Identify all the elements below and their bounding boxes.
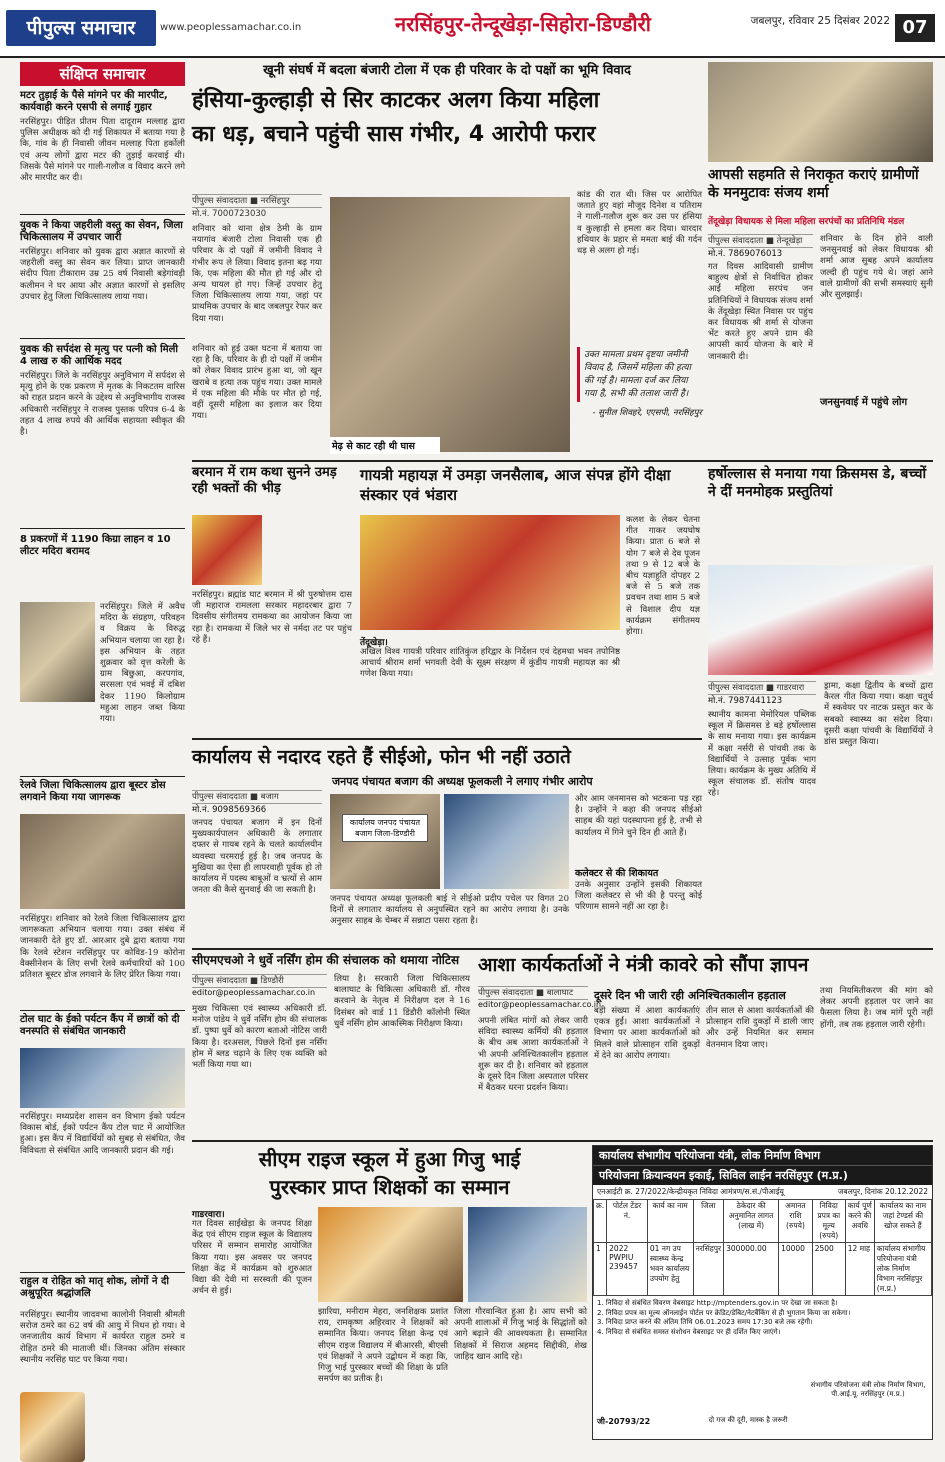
nursing-home-headline[interactable]: सीएमएचओ ने धुर्वे नर्सिंग होम की संचालक को थमाया नोटिस — [192, 953, 460, 967]
brief-item — [20, 780, 185, 810]
office-signboard: कार्यालय जनपद पंचायत बजाग जिला-डिण्डौरी — [342, 814, 428, 842]
table-header: ठेकेदार की अनुमानित लागत (लाख में) — [724, 1200, 779, 1243]
brief-item — [20, 534, 185, 564]
page-regions-title: नरसिंहपुर-तेन्दूखेड़ा-सिहोरा-डिण्डौरी — [395, 12, 651, 36]
edition-date: जबलपुर, रविवार 25 दिसंबर 2022 — [750, 15, 890, 27]
asha-body-3: तीन साल से आशा कार्यकर्ताओं की प्रोत्साहन राशि दुकड़ों में डाली जाए और उन्हें नियमित कर समान वेतनमान दिया जाए। — [706, 1006, 814, 1050]
table-header: क्र. — [594, 1200, 607, 1243]
mla-headline[interactable]: आपसी सहमति से निराकृत कराएं ग्रामीणों के मनमुटावः संजय शर्मा — [708, 167, 919, 201]
mla-body-2: शनिवार के दिन होने वाली जनसुनवाई को लेकर विधायक श्री शर्मा आज सुबह अपने कार्यालय जल्दी ही पहुंच गये थे। जहां आने वाले ग्रामीणों की सभी समस्याएं सुनी और सुलझाईं। — [820, 234, 933, 301]
gayatri-body: अखिल विश्व गायत्री परिवार शांतिकुंज हरिद्वार के निर्देशन एवं देहमधा भवन तपोनिष्ठ आचार्य श्रीराम शर्मा भगवती देवी के सूक्ष्म संरक्षण में कुंडीय गायत्री महायज्ञ का श्री गणेश किया गया। — [360, 647, 620, 680]
ceo-subhead-2: कलेक्टर से की शिकायत — [575, 868, 659, 879]
table-header: कार्य पूर्ण करने की अवधि — [845, 1200, 874, 1243]
asha-body: अपनी लंबित मांगों को लेकर जारी संविदा स्वास्थ्य कर्मियों की हड़ताल के बीच अब आशा कार्यकर्ताओं ने भी अपनी अनिश्चितकालीन हड़ताल शुरू कर दी है। शनिवार को हड़ताल के दूसरे दिन जिला अस्पताल परिसर में बैठकर धरना प्रदर्शन किया। — [478, 1016, 588, 1094]
ceo-byline: पीपुल्स संवाददाता ■ बजाग — [192, 790, 322, 804]
asha-subhead: दूसरे दिन भी जारी रही अनिश्चितकालीन हड़ताल — [594, 989, 786, 1002]
tender-note: 2. निविदा प्रपत्र का मूल्य ऑनलाईन पोर्टल पर क्रेडिट/डेबिट/नेटबैंकिंग से ही भुगतान किया जा सकेगा। — [597, 1308, 851, 1317]
pwd-tender-notice — [592, 1145, 933, 1440]
obituary-portrait-photo — [20, 1392, 85, 1462]
tender-date: जबलपुर, दिनांक 20.12.2022 — [837, 1187, 928, 1196]
tender-reference: एनआईटी क्र. 27/2022/केन्द्रीयकृत निविदा आमंत्रण/स.सं./पीआईयू — [597, 1187, 784, 1196]
table-cell: 12 माह — [845, 1243, 874, 1296]
mla-byline: पीपुल्स संवाददाता ■ तेन्दूखेड़ा — [708, 234, 813, 248]
teacher-award-photo-1 — [318, 1207, 463, 1302]
lead-story — [192, 62, 702, 457]
gayatri-dateline: तेंदूखेड़ा। — [360, 638, 388, 648]
asha-email[interactable]: editor@peoplessamachar.co.in — [478, 1000, 602, 1009]
brief-headline[interactable]: मटर तुड़ाई के पैसे मांगने पर की मारपीट, कार्यवाही करने एसपी से लगाई गुहार — [20, 90, 168, 113]
nursing-home-body-2: लिया है। सरकारी जिला चिकित्सालय बालाघाट के चिकित्सा अधिकारी डॉ. गौरव करवाने के नेतृत्व में निरीक्षण दल ने 16 दिसंबर को वार्ड 11 डिंडौरी कॉलोनी स्थित धुर्वे नर्सिंग होम आकस्मिक निरीक्षण किया। — [334, 974, 470, 1029]
brief-headline[interactable]: राहुल व रोहित को मातृ शोक, लोगों ने दी अश्रुपूरित श्रद्धांजलि — [20, 1276, 169, 1299]
brief-body: नरसिंहपुर। स्थानीय जादवभा कालोनी निवासी श्रीमती सरोज ठमरे का 62 वर्ष की आयु में निधन हो गया। वे जनजातीय कार्य विभाग में कार्यरत राहुल ठमरे व रोहित ठमरे की माताजी थीं। जिनका अंतिम संस्कार स्थानीय नरसिंह घाट पर किया गया। — [20, 1310, 185, 1365]
gayatri-body-2: कलश के लेकर चेतना गीत गाकर जयघोष किया। प्रातः 6 बजे से योग 7 बजे से देव पूजन तथा 9 से 12 बजे के बीच यज्ञाहुति दोपहर 2 बजे से 5 बजे तक प्रवचन तथा शाम 5 बजे से विशाल दीप यज्ञ कार्यक्रम संगीतमय होगा। — [626, 515, 700, 638]
lead-kicker[interactable]: खूनी संघर्ष में बदला बंजारी टोला में एक ही परिवार के दो पक्षों का भूमि विवाद — [263, 63, 631, 78]
asha-body-2: बड़ी संख्या में आशा कार्यकर्ताएं एकत्र हुईं। आशा कार्यकर्ताओं ने विभाग पर आशा कार्यकर्ताओं को मिलने वाले प्रोत्साहन राशि दुकड़ों में देने का आरोप लगाया। — [594, 1006, 700, 1061]
ceo-subhead: जनपद पंचायत बजाग की अध्यक्ष फूलकली ने लगाए गंभीर आरोप — [332, 775, 593, 788]
brief-headline[interactable]: युवक ने किया जहरीली वस्तु का सेवन, जिला चिकित्सालय में उपचार जारी — [20, 220, 183, 243]
brief-body: नरसिंहपुर। पीड़ित प्रीतम पिता दादूराम मल्लाह द्वारा पुलिस अधीक्षक को दी गई शिकायत में बताया गया है कि, गांव के ही निवासी जीवन मल्लाह पिता हर्कोली एवं अन्य लोगों द्वारा मटर की तुड़ाई करवाई थी। जिसके पैसे मांगने पर गाली-गलौज व विवाद करने लगे और मारपीट कर दी। — [20, 117, 185, 184]
tender-code: जी-20793/22 — [597, 1417, 651, 1426]
brief-item — [20, 220, 185, 335]
liquor-seizure-photo — [20, 602, 95, 702]
lead-headline-line1[interactable]: हंसिया-कुल्हाड़ी से सिर काटकर अलग किया महिला — [192, 88, 600, 113]
table-cell: 1 — [594, 1243, 607, 1296]
lead-victim-photo — [330, 197, 570, 452]
tender-table — [593, 1199, 932, 1296]
christmas-phone: मो.नं. 7987441123 — [708, 696, 783, 706]
brief-news-header: संक्षिप्त समाचार — [20, 62, 185, 86]
ceo-story — [192, 744, 702, 944]
table-cell: 300000.00 — [724, 1243, 779, 1296]
lead-body-1: शनिवार को थाना क्षेत्र ठेमी के ग्राम नयागांव बंजारी टोला निवासी एक ही परिवार के दो पक्षों में जमीनी विवाद ने गंभीर रूप ले लिया। विवाद इतना बढ़ गया कि, एक महिला की मौत हो गई और दो अन्य घायल हो गए। जिन्हें उपचार हेतु जिला चिकित्सालय लाया गया, जहां पर प्राथमिक उपचार के बाद जबलपुर रेफर कर दिया गया। — [192, 224, 322, 324]
table-cell: 01 नग उप स्वास्थ्य केन्द्र भवन कार्यालय उपयोग हेतु — [647, 1243, 693, 1296]
nursing-home-byline: पीपुल्स संवाददाता ■ डिण्डौरी — [192, 974, 327, 988]
section-divider — [192, 948, 933, 950]
brief-headline[interactable]: रेलवे जिला चिकित्सालय द्वारा बूस्टर डोस लगवाने किया गया जागरूक — [20, 780, 166, 803]
brief-item — [20, 344, 185, 494]
section-divider — [192, 1140, 933, 1142]
tender-note[interactable]: 1. निविदा से संबंधित विवरण वेबसाइट http://mptenders.gov.in पर देखा जा सकता है। — [597, 1299, 838, 1307]
asha-body-4: तथा नियमितीकरण की मांग को लेकर अपनी हड़ताल पर जाने का फैसला लिया है। जब मांगें पूरी नहीं होंगी, तब तक हड़ताल जारी रहेगी। — [820, 986, 933, 1030]
asha-byline: पीपुल्स संवाददाता ■ बालाघाट — [478, 986, 588, 1000]
mla-story — [708, 62, 933, 457]
newspaper-logo[interactable]: पीपुल्स समाचार — [6, 10, 156, 46]
website-url[interactable]: www.peoplessamachar.co.in — [160, 22, 302, 33]
lead-body-2: शनिवार को हुई उक्त घटना में बताया जा रहा है कि, परिवार के ही दो पक्षों में जमीन को लेकर विवाद प्रारंभ हुआ था, जो खून खराबे व हत्या तक पहुंच गया। उक्त मामले में एक महिला की मौके पर मौत हो गई, वहीं दूसरी महिला का इलाज कर दिया गया। — [192, 344, 322, 422]
christmas-children-photo — [708, 565, 933, 675]
asha-story — [478, 952, 933, 1137]
brief-body: नरसिंहपुर। शनिवार को युवक द्वारा अज्ञात कारणों से जहरीली वस्तु का सेवन कर लिया। प्राप्त जानकारी संदीप पिता टीकाराम उम्र 25 वर्ष निवासी बड़ेगांवड़ी कलीमन ने घर आया और अज्ञात कारणों से इसलिए उपचार हेतु जिला चिकित्सालय लाया गया। — [20, 247, 185, 302]
gayatri-story — [360, 465, 700, 735]
school-headline-line1[interactable]: सीएम राइज स्कूल में हुआ गिजु भाई — [258, 1147, 521, 1171]
table-header: जिला — [693, 1200, 724, 1243]
eco-tourism-camp-photo — [20, 1048, 185, 1108]
table-cell: 2500 — [812, 1243, 845, 1296]
brief-news-column — [20, 62, 185, 1442]
school-body-2: झारिया, मनीराम मेहरा, जनशिक्षक प्रशांत राय, रामकृष्ण अहिरवार ने शिक्षकों को सम्मानित किया। जनपद शिक्षा केन्द्र एवं सीएम राइज विद्यालय में बीआरसी, बीएसी एवं शिक्षकों ने अपने उद्बोधन में कहा कि, गिजु भाई पुरस्कार बच्चों की शिक्षा के प्रति समर्पण का प्रतीक है। — [318, 1307, 448, 1385]
lead-phone: मो.नं. 7000723030 — [192, 209, 267, 219]
tender-note: 4. निविदा से संबंधित समस्त संशोधन वेबसाइट पर ही दर्शित किए जाएंगे। — [597, 1327, 781, 1336]
asha-headline[interactable]: आशा कार्यकर्ताओं ने मंत्री कावरे को सौंपा ज्ञापन — [478, 954, 809, 976]
divider — [20, 1010, 185, 1011]
brief-headline[interactable]: 8 प्रकरणों में 1190 किग्रा लाहन व 10 लीटर मदिरा बरामद — [20, 534, 171, 557]
teacher-award-photo-2 — [468, 1207, 587, 1302]
divider — [20, 214, 185, 215]
mla-body: गत दिवस आदिवासी ग्रामीण बाहुल्य क्षेत्रों से निर्वाचित होकर आईं महिला सरपंच जन प्रतिनिधियों ने विधायक संजय शर्मा के तेंदूखेड़ा स्थित निवास पर पहुंच कर विधायक श्री शर्मा से योजना भेंट करते हुए अपने ग्राम की आपसी कार्य योजना के बारे में जानकारी दी। — [708, 262, 813, 362]
tender-notes — [593, 1296, 932, 1340]
section-divider — [192, 738, 702, 740]
christmas-headline[interactable]: हर्षोल्लास से मनाया गया क्रिसमस डे, बच्चों ने दीं मनमोहक प्रस्तुतियां — [708, 466, 927, 500]
school-body-3: जिला गौरवान्वित हुआ है। आप सभी को अपनी शालाओं में गिजु भाई के सिद्धांतों को आगे बढ़ाने की आवश्यकता है। सम्मानित शिक्षकों में सिराज अहमद सिद्दीकी, शेख जाहिद खान आदि रहे। — [454, 1307, 587, 1362]
masthead — [0, 0, 945, 58]
mla-phone: मो.नं. 7869076013 — [708, 249, 783, 259]
ceo-body-3: और आम जनमानस को भटकना पड़ रहा है। उन्होंने ने कहा की जनपद सीईओ साहब की यहां पदस्थापना हुई है, तभी से कार्यालय में गिने चुने दिन ही आते हैं। — [575, 794, 702, 838]
page-number: 07 — [895, 14, 935, 42]
brief-headline[interactable]: टोल घाट के ईको पर्यटन कैंप में छात्रों को दी वनस्पति से संबंधित जानकारी — [20, 1014, 180, 1037]
divider — [20, 1272, 185, 1273]
table-header: पोर्टल टेंडर नं. — [607, 1200, 648, 1243]
divider — [20, 338, 185, 339]
gayatri-yajna-photo — [360, 515, 620, 630]
tender-title-line2: परियोजना क्रियान्वयन इकाई, सिविल लाईन नरसिंहपुर (म.प्र.) — [593, 1165, 932, 1185]
table-header: कार्यालय का नाम जहां टेण्डर्स की खोज सकते हैं — [874, 1200, 931, 1243]
table-row — [594, 1243, 932, 1296]
nursing-home-email[interactable]: editor@peoplessamachar.co.in — [192, 988, 316, 997]
table-header: निविदा प्रपत्र का मूल्य (रुपये) — [812, 1200, 845, 1243]
tender-slogan: दो गज की दूरी, मास्क है जरूरी — [708, 1416, 788, 1424]
section-divider — [192, 460, 933, 462]
ram-katha-story — [192, 465, 352, 735]
lead-byline: पीपुल्स संवाददाता ■ नरसिंहपुर — [192, 194, 322, 208]
brief-body: नरसिंहपुर। जिले में अवैध मदिरा के संग्रहण, परिवहन व विक्रय के विरुद्ध अभियान चलाया जा रहा है। इस अभियान के तहत शुक्रवार को वृत्त करेली के ग्राम बिछुआ, करपगांव, सरसला एवं भवई में दबिश देकर 1190 किलोग्राम महुआ लाहन जब्त किया गया। — [100, 602, 185, 725]
table-header: अमानत राशि (रुपये) — [779, 1200, 813, 1243]
christmas-byline: पीपुल्स संवाददाता ■ गाडरवारा — [708, 681, 816, 695]
school-award-story — [192, 1145, 587, 1440]
christmas-body: स्थानीय कामना मेमोरियल पब्लिक स्कूल में क्रिसमस डे बड़े हर्षोल्लास के साथ मनाया गया। इस कार्यक्रम में कक्षा नर्सरी से पांचवी तक के विद्यार्थियों ने उत्साह पूर्वक भाग लिया। कार्यक्रम के मुख्य अतिथि में स्कूल संचालक डॉ. संतोष यादव रहे। — [708, 710, 816, 799]
tender-header-row — [594, 1200, 932, 1243]
table-cell: 2022 PWPIU 239457 — [607, 1243, 648, 1296]
lead-body-3: कांड की रात थी। जिस पर आरोपित जताते हुए वहां मौजूद दिनेश व पतिराम ने गाली-गलौज शुरू कर उस पर हंसिया व कुल्हाड़ी से हमला कर दिया। धारदार हथियार के प्रहार से ममता बाई की गर्दन धड़ से अलग हो गई। — [577, 190, 702, 257]
tender-title-line1: कार्यालय संभागीय परियोजना यंत्री, लोक निर्माण विभाग — [593, 1146, 932, 1165]
mla-subhead-2: जनसुनवाई में पहुंचे लोग — [820, 397, 908, 408]
ram-katha-photo — [192, 515, 262, 585]
brief-body: नरसिंहपुर। जिले के नरसिंहपुर अनुविभाग में सर्पदंश से मृत्यु होने के एक प्रकरण में मृतक के निकटतम वारिस को राहत प्रदान करने के उद्देश्य से अनुविभागीय राजस्व अधिकारी नरसिंहपुर ने राजस्व पुस्तक परिपत्र 6-4 के तहत 4 लाख रुपये की आर्थिक सहायता स्वीकृत की है। — [20, 371, 185, 438]
brief-item — [20, 1014, 185, 1044]
table-cell: कार्यालय संभागीय परियोजना यंत्री लोक निर्माण विभाग नरसिंहपुर (म.प्र.) — [874, 1243, 931, 1296]
school-headline-line2[interactable]: पुरस्कार प्राप्त शिक्षकों का सम्मान — [269, 1175, 510, 1199]
brief-item — [20, 1276, 185, 1306]
ceo-complaint-photo — [444, 794, 569, 889]
ceo-phone: मो.नं. 9098569366 — [192, 805, 267, 815]
divider — [20, 776, 185, 777]
tender-signature: संभागीय परियोजना यंत्री लोक निर्माण विभाग, पी.आई.यू. नरसिंहपुर (म.प्र.) — [810, 1381, 926, 1398]
lead-quote-author: - सुनील शिवहरे, एएसपी, नरसिंहपुर — [592, 408, 702, 418]
ram-katha-headline[interactable]: बरमान में राम कथा सुनने उमड़ रही भक्तों की भीड़ — [192, 465, 337, 496]
tender-note: 3. निविदा प्राप्त करने की अंतिम तिथि 06.01.2023 समय 17:30 बजे तक रहेगी। — [597, 1318, 813, 1326]
lead-photo-caption: मेढ़ से काट रही थी घास — [330, 437, 440, 454]
nursing-home-body: मुख्य चिकित्सा एवं स्वास्थ्य अधिकारी डॉ. मनोज पांडेय ने धुर्वे नर्सिंग होम की संचालक डॉ. पुष्पा धुर्वे को कारण बताओ नोटिस जारी किया है। दरअसल, पिछले दिनों इस नर्सिंग होम में ब्लड चढ़ाने के लिए एक व्यक्ति को भर्ती किया गया था। — [192, 1004, 327, 1071]
school-body: गत दिवस साईंखेड़ा के जनपद शिक्षा केंद्र एवं सीएम राइज स्कूल के विद्यालय परिसर में सम्मान समारोह आयोजित किया गया। इस अवसर पर जनपद शिक्षा केंद्र में कार्यक्रम को शुरुआत विद्या की देवी मां सरस्वती की पूजन अर्चन से हुई। — [192, 1219, 312, 1297]
ram-katha-body: नरसिंहपुर। ब्रह्मांड घाट बरमान में श्री पुरुषोत्तम दास जी महाराज रामलला सरकार महादरबार द्वारा 7 दिवसीय संगीतमय रामकथा का आयोजन किया जा रहा है। रामकथा में जिले भर से नर्मदा तट पर पहुंच रहे हैं। — [192, 590, 352, 645]
lead-pull-quote: उक्त मामला प्रथम दृष्टया जमीनी विवाद है, जिसमें महिला की हत्या की गई है। मामला दर्ज कर लिया गया है, सभी की तलाश जारी है। — [577, 347, 702, 402]
brief-body: नरसिंहपुर। मध्यप्रदेश शासन वन विभाग ईको पर्यटन विकास बोर्ड, ईको पर्यटन कैंप टोल घाट में आयोजित हुआ। इस कैंप में विद्यार्थियों को सुबह से संबंधित, जैव विविधता से संबंधित आदि जानकारी प्रदान की गई। — [20, 1112, 185, 1156]
ceo-body-4: उनके अनुसार उन्होंने इसकी शिकायत जिला कलेक्टर से भी की है परन्तु कोई परिणाम सामने नहीं आ रहा है। — [575, 880, 702, 913]
ceo-body: जनपद पंचायत बजाग में इन दिनों मुख्यकार्यपालन अधिकारी के लगातार दफ्तर से गायब रहने के चलते कार्यालयीन व्यवस्था चरमराई हुई है। जब जनपद के मुखिया का ऐसा ही लापरवाही पूर्वक हो तो कार्यालय में पदस्थ बाबूओं व भ्रत्यों से आम जनता की कैसे सुनवाई की जा सकती है। — [192, 818, 322, 896]
ceo-headline[interactable]: कार्यालय से नदारद रहते हैं सीईओ, फोन भी नहीं उठाते — [192, 746, 571, 768]
school-dateline: गाडरवारा। — [192, 1210, 225, 1220]
mla-subhead: तेंदूखेड़ा विधायक से मिला महिला सरपंचों का प्रतिनिधि मंडल — [708, 217, 905, 227]
brief-body: नरसिंहपुर। शनिवार को रेलवे जिला चिकित्सालय द्वारा जागरूकता अभियान चलाया गया। उक्त संबंध में जानकारी देते हुए डॉ. आरआर दुबे द्वारा बताया गया कि रेलवे स्टेशन नरसिंहपुर पर कोविड-19 कोरोना वैक्सीनेशन के लिए सभी रेलवे कर्मचारियों को 100 प्रतिशत बूस्टर डोज लगवाने के लिए प्रेरित किया गया। — [20, 914, 185, 981]
gayatri-headline[interactable]: गायत्री महायज्ञ में उमड़ा जनसैलाब, आज संपन्न होंगे दीक्षा संस्कार एवं भंडारा — [360, 466, 671, 504]
railway-hospital-photo — [20, 814, 185, 909]
table-cell: 10000 — [779, 1243, 813, 1296]
table-header: कार्य का नाम — [647, 1200, 693, 1243]
brief-headline[interactable]: युवक की सर्पदंश से मृत्यु पर पत्नी को मिली 4 लाख रु की आर्थिक मदद — [20, 344, 179, 367]
christmas-body-2: ड्रामा, कक्षा द्वितीय के बच्चों द्वारा कैरल गीत किया गया। कक्षा चतुर्थ में स्कवेयर पर नाटक प्रस्तुत कर के सबको स्वास्थ्य का संदेश दिया। दूसरी कक्षा पांचवी के विद्यार्थियों ने डांस प्रस्तुत किया। — [824, 681, 933, 748]
brief-item — [20, 90, 185, 210]
lead-headline-line2[interactable]: का धड़, बचाने पहुंची सास गंभीर, 4 आरोपी फरार — [192, 122, 596, 147]
mla-group-photo — [708, 62, 933, 162]
divider — [20, 528, 185, 529]
table-cell: नरसिंहपुर — [693, 1243, 724, 1296]
nursing-home-story — [192, 952, 470, 1137]
ceo-body-2: जनपद पंचायत अध्यक्ष फूलकली बाई ने सीईओ प्रदीप पचेल पर विगत 20 दिनों से लगातार कार्यालय से अनुपस्थित रहने का आरोप लगाया है। उनके अनुसार साहब के चेम्बर में सन्नाटा पसरा रहता है। — [330, 894, 569, 927]
